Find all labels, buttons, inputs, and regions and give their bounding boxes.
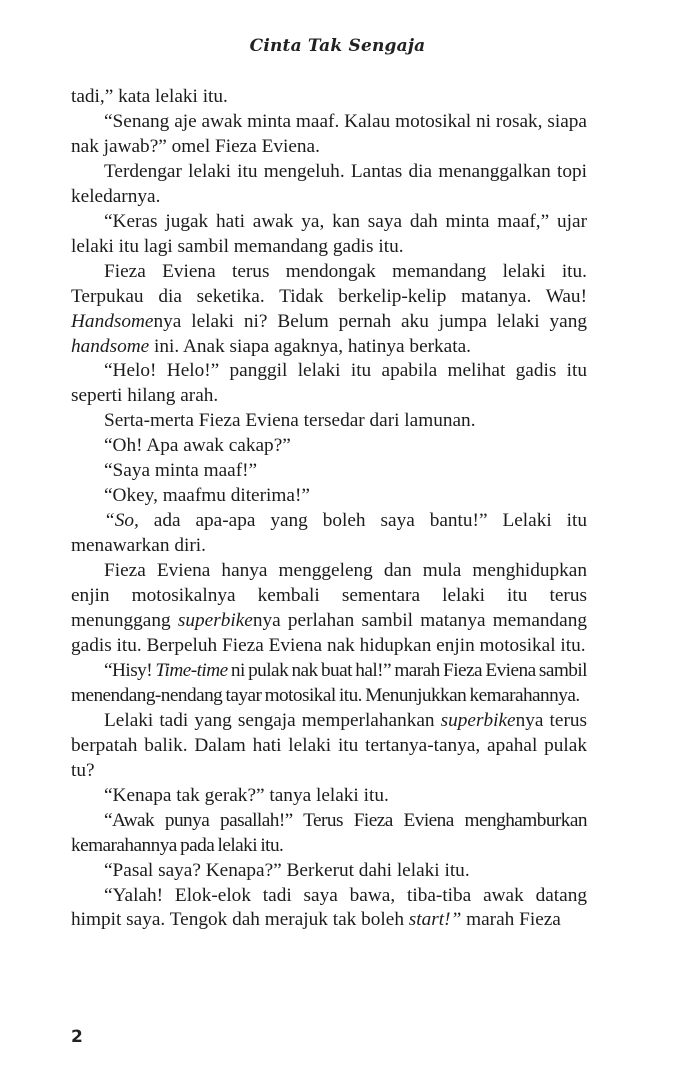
italic-text: start!” <box>408 909 462 931</box>
text-run: marah Fieza <box>461 909 561 931</box>
text-run: ada apa-apa yang boleh saya bantu!” Lelaki itu menawarkan diri. <box>71 510 587 557</box>
text-run: “Keras jugak hati awak ya, kan saya dah minta maaf,” ujar lelaki itu lagi sambil memandang gadis itu. <box>71 210 587 257</box>
paragraph <box>71 809 587 859</box>
paragraph <box>71 509 587 559</box>
paragraph <box>71 260 587 360</box>
paragraph <box>71 409 587 434</box>
italic-text: superbike <box>440 709 516 731</box>
text-run: Lelaki tadi yang sengaja memperlahankan <box>104 709 441 731</box>
italic-text: superbike <box>177 610 253 632</box>
paragraph <box>71 884 587 934</box>
paragraph <box>71 484 587 509</box>
text-run: ni pulak nak buat hal!” marah Fieza Eviena sambil menendang-nendang tayar motosikal itu. Menunjukkan kemarahannya. <box>71 659 587 706</box>
paragraph <box>71 434 587 459</box>
paragraph <box>71 709 587 784</box>
italic-text: Handsome <box>71 310 154 332</box>
text-run: Fieza Eviena hanya menggeleng dan mula menghidupkan enjin motosikalnya kembali sementara lelaki itu terus menunggang <box>71 560 587 632</box>
paragraph <box>71 85 587 110</box>
paragraph <box>71 160 587 210</box>
running-header-title: Cinta Tak Sengaja <box>249 36 426 56</box>
text-run: “Hisy! <box>104 659 156 681</box>
text-run: nya terus berpatah balik. Dalam hati lelaki itu tertanya-tanya, apahal pulak tu? <box>71 709 588 781</box>
paragraph <box>71 659 587 709</box>
text-run: “Pasal saya? Kenapa?” Berkerut dahi lelaki itu. <box>104 859 470 881</box>
paragraph <box>71 559 587 659</box>
text-run: ini. Anak siapa agaknya, hatinya berkata. <box>149 335 471 357</box>
text-run: “Helo! Helo!” panggil lelaki itu apabila melihat gadis itu seperti hilang arah. <box>71 360 587 407</box>
text-run: “Oh! Apa awak cakap?” <box>104 435 291 457</box>
paragraph <box>71 859 587 884</box>
text-run: “Awak punya pasallah!” Terus Fieza Eviena menghamburkan kemarahannya pada lelaki itu. <box>71 809 587 856</box>
paragraph <box>71 210 587 260</box>
page-number: 2 <box>71 1027 83 1047</box>
text-run: Serta-merta Fieza Eviena tersedar dari lamunan. <box>104 410 476 432</box>
text-run: nya lelaki ni? Belum pernah aku jumpa lelaki yang <box>153 310 587 332</box>
paragraph <box>71 784 587 809</box>
text-run: tadi,” kata lelaki itu. <box>71 86 228 107</box>
paragraph <box>71 110 587 160</box>
italic-text: handsome <box>71 335 150 357</box>
text-run: Terdengar lelaki itu mengeluh. Lantas dia menanggalkan topi keledarnya. <box>71 160 587 207</box>
text-run: “Kenapa tak gerak?” tanya lelaki itu. <box>104 784 389 806</box>
italic-text: Time-time <box>155 659 228 681</box>
body-text <box>71 85 587 933</box>
paragraph <box>71 359 587 409</box>
text-run: “Yalah! Elok-elok tadi saya bawa, tiba-tiba awak datang himpit saya. Tengok dah merajuk tak boleh <box>71 884 587 931</box>
text-run: “Senang aje awak minta maaf. Kalau motosikal ni rosak, siapa nak jawab?” omel Fieza Eviena. <box>71 110 587 157</box>
italic-text: “So, <box>104 510 139 532</box>
paragraph <box>71 459 587 484</box>
text-run: Fieza Eviena terus mendongak memandang lelaki itu. Terpukau dia seketika. Tidak berkelip-kelip matanya. Wau! <box>71 260 587 307</box>
text-run: “Okey, maafmu diterima!” <box>104 485 310 507</box>
text-run: “Saya minta maaf!” <box>104 460 258 482</box>
text-run: nya perlahan sambil matanya memandang gadis itu. Berpeluh Fieza Eviena nak hidupkan enjin motosikal itu. <box>71 610 588 656</box>
